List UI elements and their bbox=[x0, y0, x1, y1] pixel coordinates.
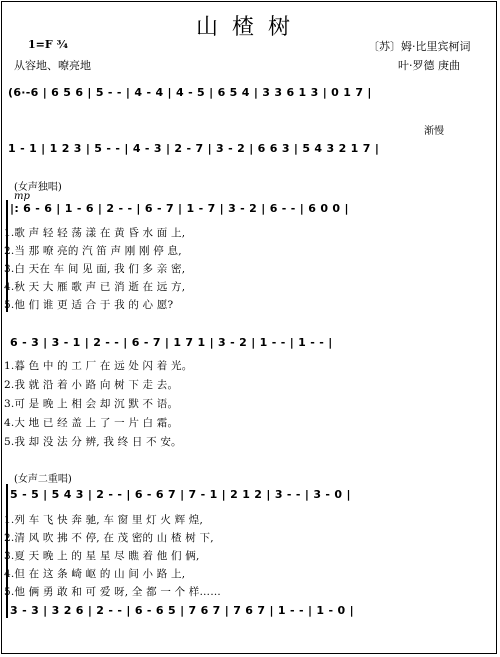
dynamic-mp: mp bbox=[14, 191, 30, 202]
duet-notes-line-2: 3 - 3 | 3 2 6 | 2 - - | 6 - 6 5 | 7 6 7 | 7 6 7 | 1 - - | 1 - 0 | bbox=[10, 604, 354, 617]
duet-lyric-4: 4.但 在 这 条 崎 岖 的 山 间 小 路 上, bbox=[4, 568, 186, 580]
duet-notes-line-1: 5 - 5 | 5 4 3 | 2 - - | 6 - 6 7 | 7 - 1 | 2 1 2 | 3 - - | 3 - 0 | bbox=[10, 488, 351, 501]
solo-notes-line-1: |: 6 - 6 | 1 - 6 | 2 - - | 6 - 7 | 1 - 7 | 3 - 2 | 6 - - | 6 0 0 | bbox=[10, 202, 349, 215]
solo-lyric-1-1: 1.歌 声 轻 轻 荡 漾 在 黄 昏 水 面 上, bbox=[4, 227, 186, 239]
duet-lyric-5: 5.他 俩 勇 敢 和 可 爱 呀, 全 都 一 个 样…… bbox=[4, 586, 221, 598]
solo-lyric-2-1: 1.暮 色 中 的 工 厂 在 远 处 闪 着 光。 bbox=[4, 360, 193, 372]
solo-notes-line-2: 6 - 3 | 3 - 1 | 2 - - | 6 - 7 | 1 7 1 | 3 - 2 | 1 - - | 1 - - | bbox=[10, 336, 333, 349]
key-signature: 1=F ¾ bbox=[28, 38, 68, 51]
tempo-style: 从容地、嘹亮地 bbox=[14, 59, 91, 72]
solo-lyric-2-2: 2.我 就 沿 着 小 路 向 树 下 走 去。 bbox=[4, 379, 179, 391]
solo-lyric-1-3: 3.白 天在 车 间 见 面, 我 们 多 亲 密, bbox=[4, 263, 186, 275]
solo-lyric-2-4: 4.大 地 已 经 盖 上 了 一 片 白 霜。 bbox=[4, 417, 179, 429]
solo-lyric-1-2: 2.当 那 嘹 亮的 汽 笛 声 刚 刚 停 息, bbox=[4, 245, 182, 257]
solo-lyric-1-5: 5.他 们 谁 更 适 合 于 我 的 心 愿? bbox=[4, 299, 174, 311]
duet-lyric-3: 3.夏 天 晚 上 的 星 星 尽 瞧 着 他 们 俩, bbox=[4, 550, 200, 562]
female-solo-label: (女声独唱) bbox=[14, 182, 62, 193]
female-duet-label: (女声二重唱) bbox=[14, 474, 72, 485]
lyricist-line: 〔苏〕姆·比里宾柯词 bbox=[368, 40, 471, 53]
solo-lyric-2-3: 3.可 是 晚 上 相 会 却 沉 默 不 语。 bbox=[4, 398, 179, 410]
solo-lyric-2-5: 5.我 却 没 法 分 辨, 我 终 日 不 安。 bbox=[4, 436, 182, 448]
composer-line: 叶·罗德 庚曲 bbox=[398, 59, 460, 72]
page-title: 山楂树 bbox=[195, 15, 304, 40]
rit-mark: 渐慢 bbox=[424, 126, 444, 137]
solo-lyric-1-4: 4.秋 天 大 雁 歌 声 已 消 逝 在 远 方, bbox=[4, 281, 186, 293]
duet-lyric-1: 1.列 车 飞 快 奔 驰, 车 窗 里 灯 火 辉 煌, bbox=[4, 514, 204, 526]
intro-notes-line-2: 1 - 1 | 1 2 3 | 5 - - | 4 - 3 | 2 - 7 | 3 - 2 | 6 6 3 | 5 4 3 2 1 7 | bbox=[8, 142, 380, 155]
intro-notes-line-1: (6·-6 | 6 5 6 | 5 - - | 4 - 4 | 4 - 5 | 6 5 4 | 3 3 6 1 3 | 0 1 7 | bbox=[8, 86, 372, 99]
duet-lyric-2: 2.清 风 吹 拂 不 停, 在 茂 密的 山 楂 树 下, bbox=[4, 532, 214, 544]
